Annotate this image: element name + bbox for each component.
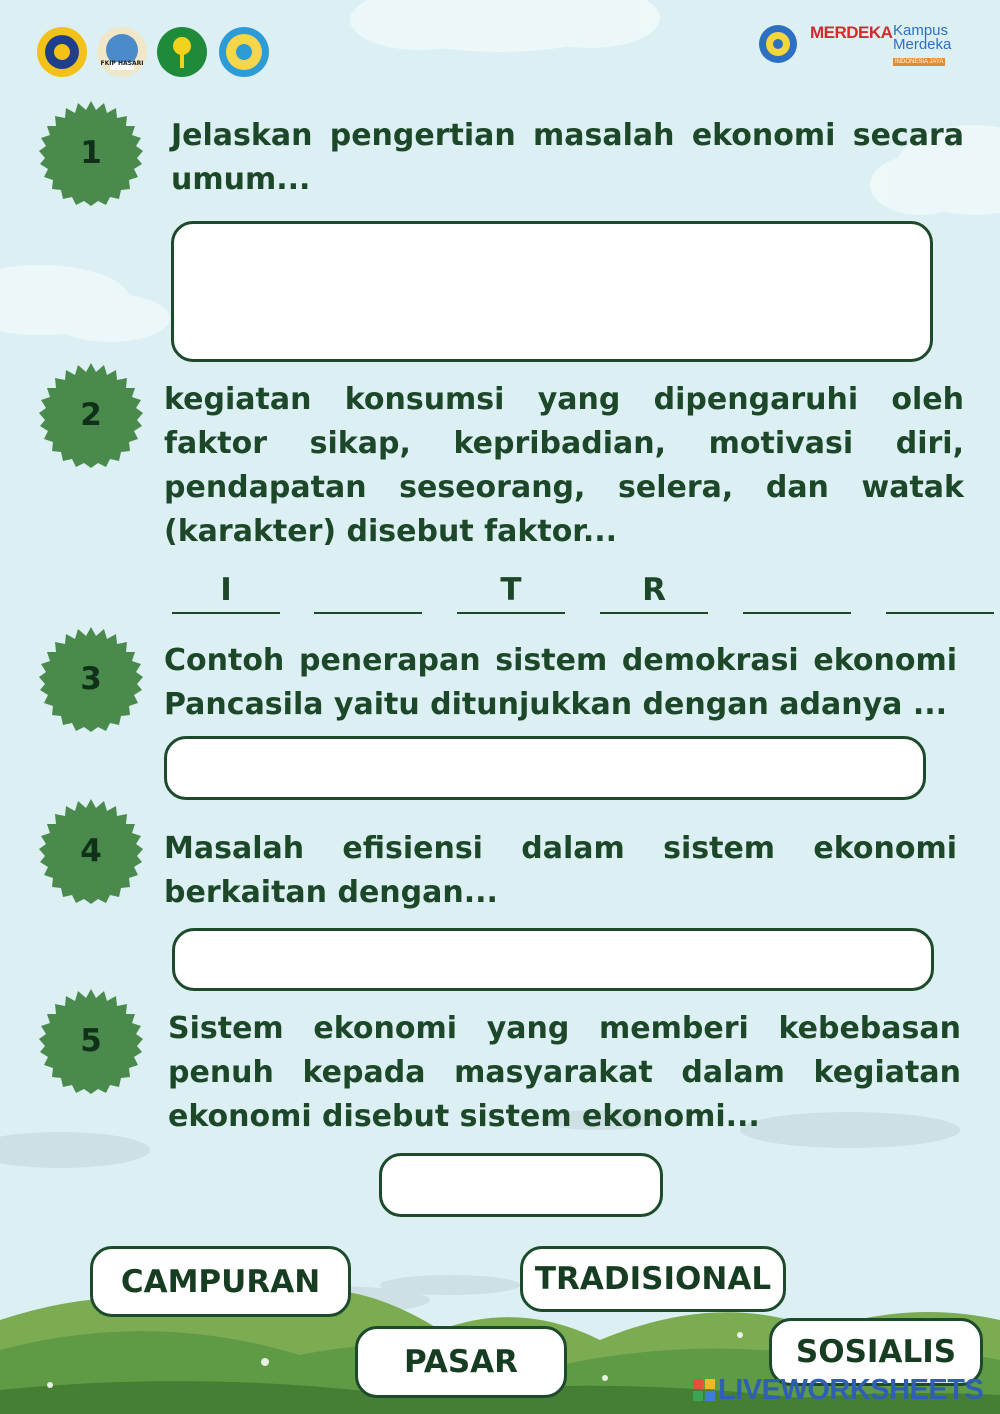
- option-pasar[interactable]: PASAR: [355, 1326, 567, 1398]
- letter-blank-5[interactable]: [743, 568, 851, 614]
- tut-wuri-handayani-icon: [758, 24, 798, 64]
- question-2-text: kegiatan konsumsi yang dipengaruhi oleh faktor sikap, kepribadian, motivasi diri, pendapatan seseorang, selera, dan watak (karakter) disebut faktor...: [164, 382, 964, 549]
- letter-blank-1[interactable]: I: [172, 568, 280, 614]
- university-seal-icon: [36, 26, 88, 78]
- fkip-logo-icon: [96, 26, 148, 78]
- islamic-org-logo-icon: [156, 26, 208, 78]
- question-2-number: 2: [80, 397, 102, 433]
- question-1-number: 1: [80, 135, 102, 171]
- indonesia-jaya-label: INDONESIA JAYA: [895, 59, 944, 65]
- fkip-logo-text: FKIP HASARI: [100, 60, 144, 67]
- option-campuran[interactable]: CAMPURAN: [90, 1246, 351, 1317]
- question-5-text: Sistem ekonomi yang memberi kebebasan penuh kepada masyarakat dalam kegiatan ekonomi disebut sistem ekonomi...: [168, 1011, 961, 1134]
- question-1-number-badge: [38, 100, 144, 206]
- question-4-answer-box[interactable]: [172, 928, 934, 991]
- letter-blank-4[interactable]: R: [600, 568, 708, 614]
- question-1-answer-box[interactable]: [171, 221, 933, 362]
- letter-blank-3[interactable]: T: [457, 568, 565, 614]
- question-3-number: 3: [80, 661, 102, 697]
- question-4-number: 4: [80, 833, 102, 869]
- question-2-number-badge: [38, 362, 144, 468]
- letter-blank-2[interactable]: [314, 568, 422, 614]
- question-5-number-badge: [38, 988, 144, 1094]
- question-1-text: Jelaskan pengertian masalah ekonomi secara umum...: [171, 118, 964, 197]
- question-3-answer-box[interactable]: [164, 736, 926, 800]
- letter-blank-6[interactable]: [886, 568, 994, 614]
- option-sosialis[interactable]: SOSIALIS: [769, 1318, 983, 1386]
- option-tradisional[interactable]: TRADISIONAL: [520, 1246, 786, 1312]
- question-4-number-badge: [38, 798, 144, 904]
- question-3-number-badge: [38, 626, 144, 732]
- liveworksheets-watermark: [693, 1373, 983, 1407]
- question-3-text: Contoh penerapan sistem demokrasi ekonomi Pancasila yaitu ditunjukkan dengan adanya ...: [164, 643, 957, 722]
- question-4-text: Masalah efisiensi dalam sistem ekonomi berkaitan dengan...: [164, 831, 957, 910]
- merdeka-small-label: Merdeka: [893, 36, 952, 53]
- question-5-number: 5: [80, 1023, 102, 1059]
- research-logo-icon: [218, 26, 270, 78]
- question-5-answer-box[interactable]: [379, 1153, 663, 1217]
- kampus-label: Kampus: [893, 22, 949, 39]
- watermark-text: LIVEWORKSHEETS: [718, 1373, 984, 1406]
- merdeka-label: MERDEKA: [810, 23, 893, 42]
- liveworksheets-logo-icon: [693, 1379, 715, 1401]
